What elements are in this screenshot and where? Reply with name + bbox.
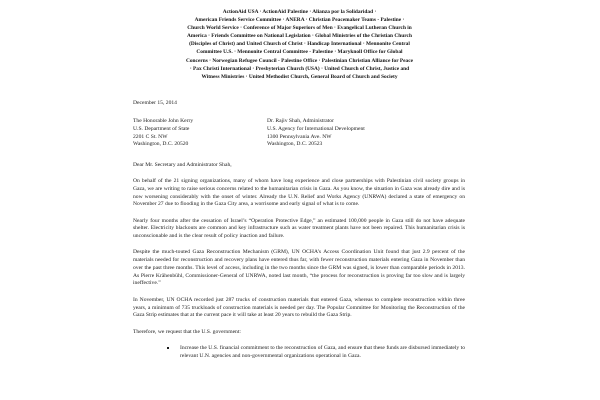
salutation: Dear Mr. Secretary and Administrator Shah,	[133, 161, 232, 168]
requests-list	[133, 345, 465, 361]
recipient-street: 1300 Pennsylvania Ave. NW	[267, 133, 332, 140]
letterhead-line: American Friends Service Committee · ANERA · Christian Peacemaker Teams - Palestine ·	[194, 17, 405, 24]
letterhead-line: America · Friends Committee on National Legislation · Global Ministries of the Christian Church	[187, 33, 412, 40]
recipient-street: 2201 C St. NW	[133, 133, 168, 140]
letterhead-line: · Pax Christi International · Presbyterian Church (USA) · United Church of Christ, Justice and	[189, 65, 410, 72]
requests-intro: Therefore, we request that the U.S. government:	[133, 328, 241, 335]
recipient-organization: U.S. Agency for International Development	[267, 126, 365, 133]
letterhead-line: (Disciples of Christ) and United Church of Christ · Handicap International · Mennonite Central	[189, 41, 410, 48]
body-paragraph: Despite the much-touted Gaza Reconstruction Mechanism (GRM), UN OCHA’s Access Coordination Unit found that just 2.9 percent of the materials needed for reconstruction and recovery plans have entered thus far, with fewer reconstruction materials entering Gaza in November than over the past three months. This level of access, including in the two months since the GRM was signed, is lower than comparable periods in 2013. As Pierre Krähenbühl, Commissioner-General of UNRWA, noted last month, “the process for reconstruction is proving far too slow and is largely ineffective.”	[133, 249, 465, 287]
body-paragraph: On behalf of the 21 signing organizations, many of whom have long experience and close partnerships with Palestinian civil society groups in Gaza, we are writing to raise serious concerns related to the humanitarian crisis in Gaza. As you know, the situation in Gaza was already dire and is now worsening considerably with the onset of winter. Already the U.N. Relief and Works Agency (UNRWA) declared a state of emergency on November 27 due to flooding in the Gaza City area, a worrisome and early signal of what is to come.	[133, 178, 465, 208]
recipient-name: The Honorable John Kerry	[133, 118, 194, 125]
recipient-organization: U.S. Department of State	[133, 126, 190, 133]
request-text: Increase the U.S. financial commitment to the reconstruction of Gaza, and ensure that these funds are disbursed immediately to relevant U.N. agencies and non-governmental organizations operational in Gaza.	[180, 344, 465, 359]
letterhead-line: Committee U.S. · Mennonite Central Committee - Palestine · Maryknoll Office for Global	[196, 49, 403, 56]
body-paragraph: Nearly four months after the cessation of Israel’s “Operation Protective Edge,” an estimated 100,000 people in Gaza still do not have adequate shelter. Electricity blackouts are common and key infrastructure such as water treatment plants have not been repaired. This humanitarian crisis is unconscionable and is the clear result of policy inaction and failure.	[133, 217, 465, 240]
recipient-address-right	[267, 118, 467, 148]
letterhead-line: Church World Service · Conference of Major Superiors of Men · Evangelical Lutheran Church in	[187, 25, 412, 32]
recipient-city-state-zip: Washington, D.C. 20523	[267, 141, 323, 148]
recipient-address-left	[133, 118, 267, 148]
recipient-city-state-zip: Washington, D.C. 20520	[133, 141, 189, 148]
square-bullet-icon	[167, 347, 169, 349]
letterhead-line: ActionAid USA · ActionAid Palestine · Alianza por la Solidaridad ·	[222, 9, 377, 15]
body-paragraph: In November, UN OCHA recorded just 287 trucks of construction materials that entered Gaza, whereas to complete reconstruction within three years, a minimum of 735 truckloads of construction materials is needed per day. The Popular Committee for Monitoring the Reconstruction of the Gaza Strip estimates that at the current pace it will take at least 20 years to rebuild the Gaza Strip.	[133, 296, 465, 319]
letterhead-line: Concerns · Norwegian Refugee Council - Palestine Office · Palestinian Christian Alliance for Peace	[185, 57, 413, 64]
letterhead-organizations	[61, 8, 538, 81]
recipient-name: Dr. Rajiv Shah, Administrator	[267, 118, 334, 125]
recipient-addresses	[133, 118, 465, 148]
letter-date: December 15, 2014	[133, 99, 177, 106]
request-list-item	[167, 345, 465, 361]
letterhead-line: Witness Ministries · United Methodist Church, General Board of Church and Society	[201, 73, 398, 80]
